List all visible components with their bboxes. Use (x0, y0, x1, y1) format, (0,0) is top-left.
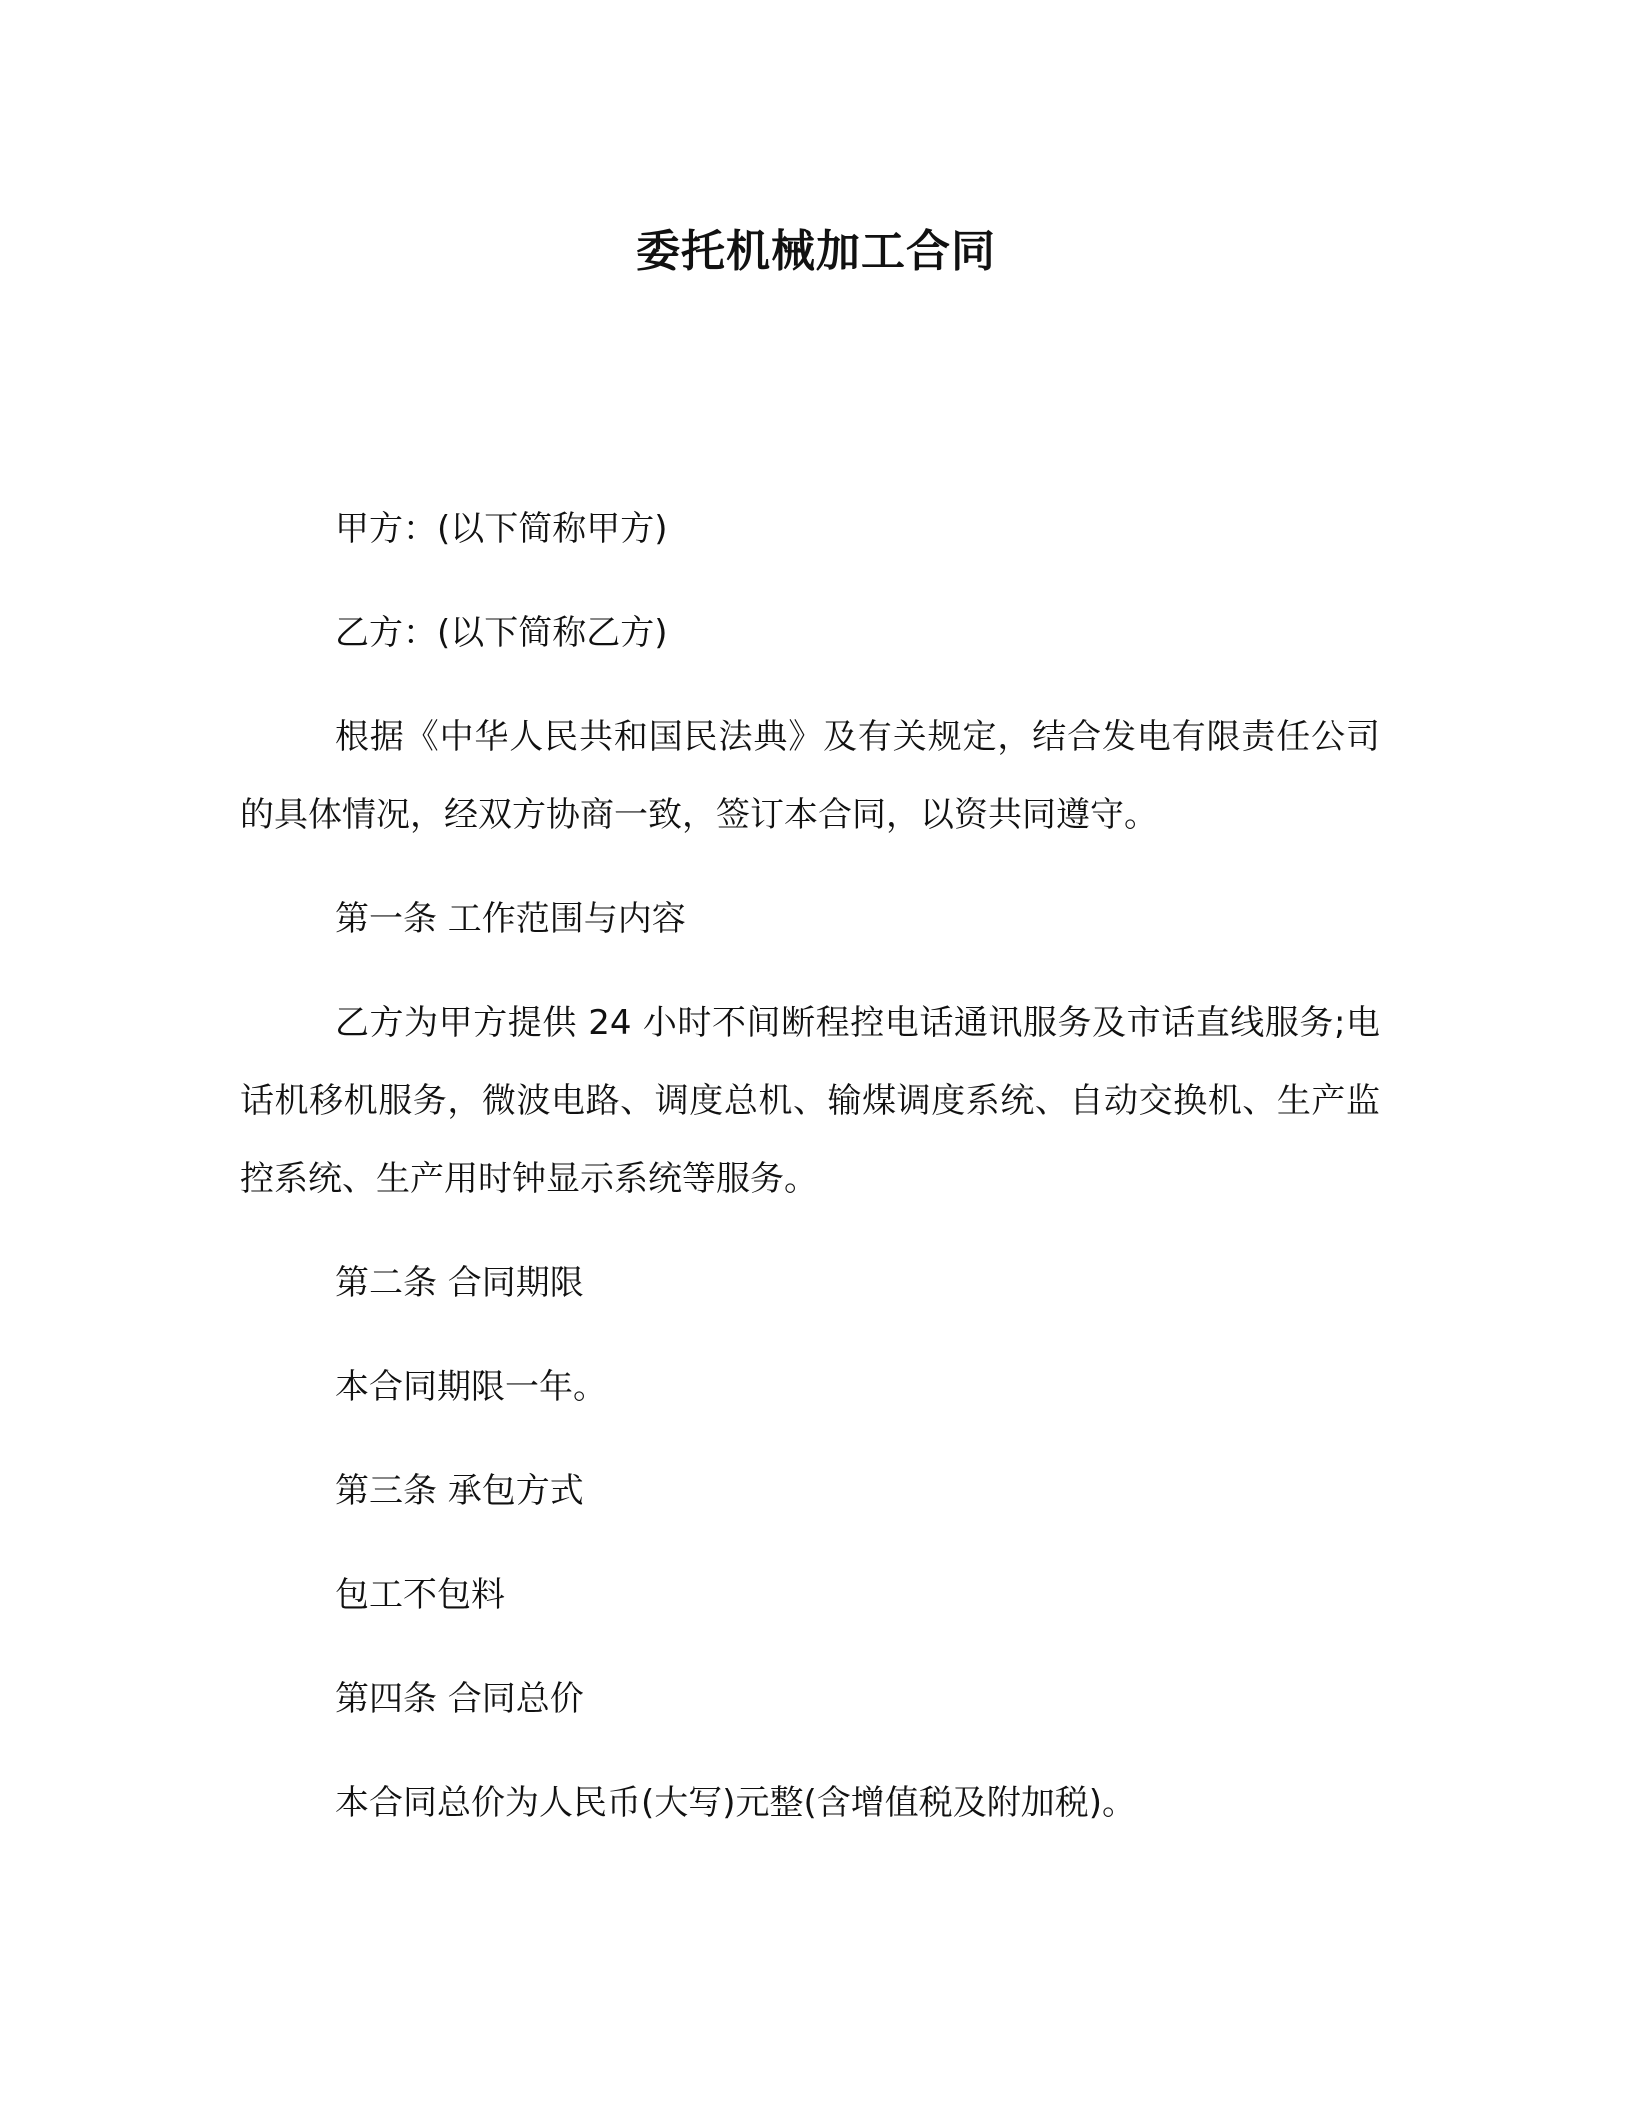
article-3-body: 包工不包料 (335, 1575, 505, 1615)
document-title: 委托机械加工合同 (636, 226, 996, 277)
article-2-heading: 第二条 合同期限 (335, 1263, 584, 1303)
document-body (240, 490, 1380, 1868)
article-4-heading: 第四条 合同总价 (335, 1679, 584, 1719)
article-1-body: 乙方为甲方提供 24 小时不间断程控电话通讯服务及市话直线服务;电话机移机服务，微波电路、调度总机、输煤调度系统、自动交换机、生产监控系统、生产用时钟显示系统等服务。 (240, 1003, 1380, 1199)
article-1-heading: 第一条 工作范围与内容 (335, 899, 686, 939)
party-a-line: 甲方：(以下简称甲方) (335, 509, 668, 549)
article-4-body: 本合同总价为人民币(大写)元整(含增值税及附加税)。 (335, 1783, 1137, 1823)
article-2-body: 本合同期限一年。 (335, 1367, 607, 1407)
article-3-heading: 第三条 承包方式 (335, 1471, 584, 1511)
preamble-paragraph: 根据《中华人民共和国民法典》及有关规定，结合发电有限责任公司的具体情况，经双方协商一致，签订本合同，以资共同遵守。 (240, 717, 1380, 835)
party-b-line: 乙方：(以下简称乙方) (335, 613, 668, 653)
